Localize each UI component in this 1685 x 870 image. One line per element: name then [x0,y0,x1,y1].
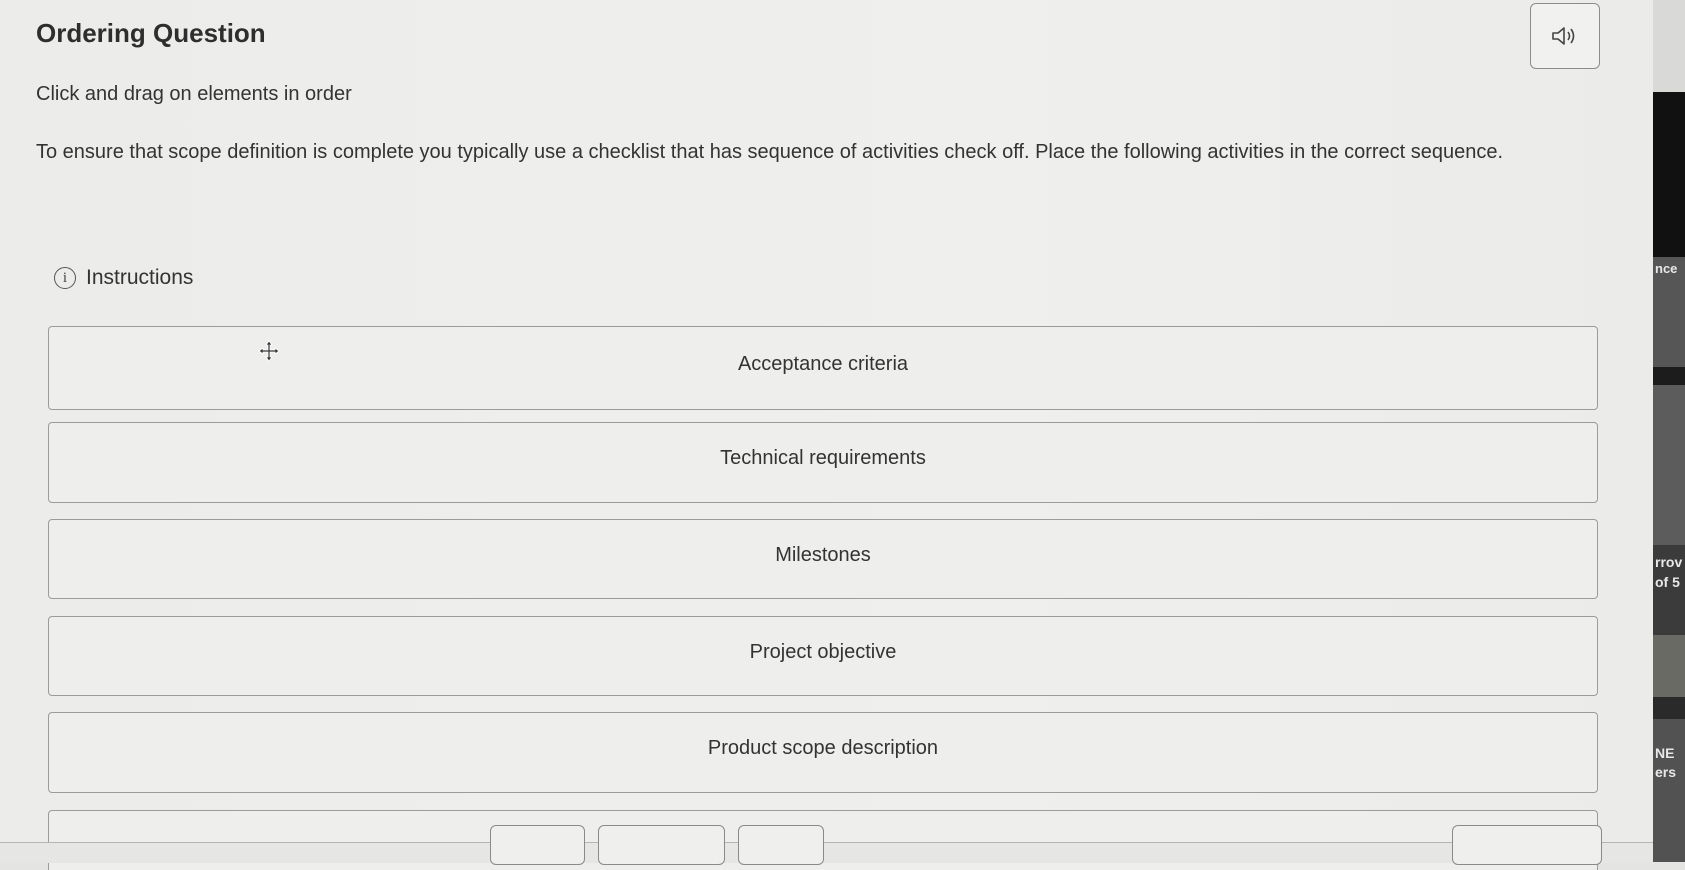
footer-button[interactable] [490,825,585,865]
info-icon: i [54,267,76,289]
footer-button[interactable] [598,825,725,865]
order-item-label: Project objective [749,640,897,663]
footer-button[interactable] [1452,825,1602,865]
move-cursor-icon [258,340,280,362]
order-item[interactable] [48,422,1598,503]
sidebar-fragment: nce [1655,261,1678,276]
background-side-panel [1653,0,1685,862]
order-item[interactable] [48,616,1598,696]
footer-bar [0,842,1653,863]
sidebar-fragment: of 5 [1655,574,1680,590]
order-item[interactable] [48,712,1598,793]
speaker-icon [1550,24,1580,48]
sidebar-fragment: NE [1655,745,1675,761]
instructions-toggle[interactable] [54,266,193,290]
instructions-label: Instructions [86,266,194,289]
question-instruction: Click and drag on elements in order [36,83,352,105]
footer-button[interactable] [738,825,824,865]
order-item-label: Acceptance criteria [737,352,909,375]
sidebar-fragment: ers [1655,764,1677,780]
order-item[interactable] [48,326,1598,410]
order-item[interactable] [48,519,1598,599]
question-text: To ensure that scope definition is complete you typically use a checklist that has sequence of activities check off. Place the following activities in the correct sequence. [36,141,1504,163]
page-title: Ordering Question [36,18,266,48]
order-item-label: Milestones [775,543,871,566]
read-aloud-button[interactable] [1530,3,1600,69]
sidebar-fragment: rrov [1655,554,1683,570]
order-item-label: Technical requirements [720,447,926,469]
order-item-label: Product scope description [707,737,939,759]
